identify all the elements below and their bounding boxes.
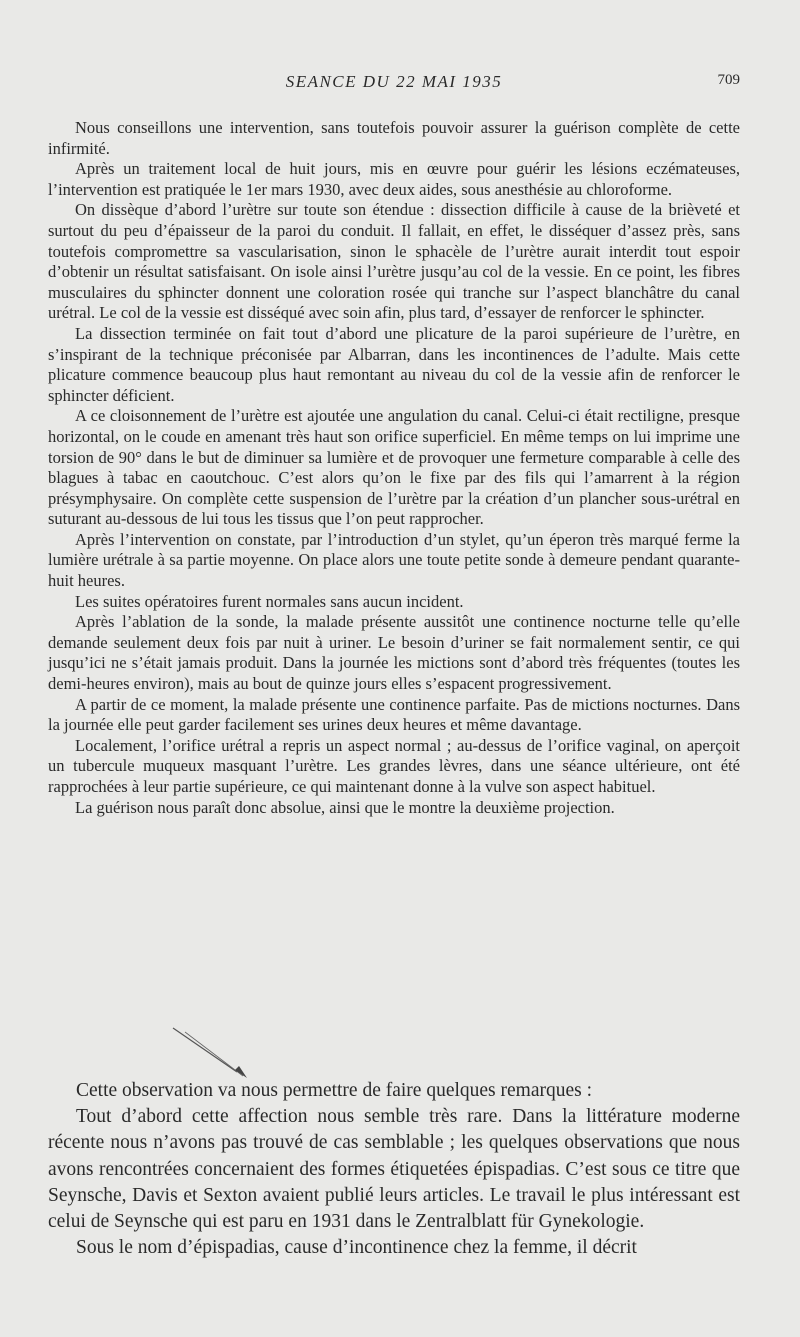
paragraph: Après l’intervention on constate, par l’introduction d’un stylet, qu’un éperon très marqué ferme la lumière urétrale à sa partie moyenne. On place alors une toute petite sonde à demeure pendant quarante-huit heures.: [48, 529, 740, 591]
running-title: SEANCE DU 22 MAI 1935: [285, 72, 503, 91]
paragraph: Après l’ablation de la sonde, la malade présente aussitôt une continence nocturne telle qu’elle demande seulement deux fois par nuit à uriner. Le besoin d’uriner se fait normalement sentir, ce qui jusqu’ici ne s’était jamais produit. Dans la journée les mictions sont d’abord très fréquentes (toutes les demi-heures environ), mais au bout de quinze jours elles s’espacent progressivement.: [48, 612, 740, 694]
paragraph: Nous conseillons une intervention, sans toutefois pouvoir assurer la guérison complète de cette infirmité.: [48, 118, 740, 158]
pen-mark-stroke: [165, 1020, 255, 1080]
page-number: 709: [717, 72, 740, 88]
paragraph: Tout d’abord cette affection nous semble très rare. Dans la littérature moderne récente nous n’avons pas trouvé de cas semblable ; les quelques observations que nous avons rencontrées concernaient des formes étiquetées épispadias. C’est sous ce titre que Seynsche, Davis et Sexton avaient publié leurs articles. Le travail le plus intéressant est celui de Seynsche qui est paru en 1931 dans le Zentralblatt für Gynekologie.: [48, 1106, 740, 1233]
paragraph: Les suites opératoires furent normales sans aucun incident.: [75, 591, 464, 611]
paragraph: La guérison nous paraît donc absolue, ainsi que le montre la deuxième projection.: [75, 797, 615, 817]
case-report-text: [48, 118, 740, 818]
paragraph: A ce cloisonnement de l’urètre est ajoutée une angulation du canal. Celui-ci était rectiligne, presque horizontal, on le coude en amenant très haut son orifice superficiel. En même temps on lui imprime une torsion de 90° dans le but de diminuer sa lumière et de provoquer une fermeture comparable à celle des blagues à tabac en caoutchouc. C’est alors qu’on le fixe par des fils qui l’amarrent à la région présymphysaire. On complète cette suspension de l’urètre par la création d’un plancher sous-urétral en suturant au-dessous de lui tous les tissus que l’on peut rapprocher.: [48, 406, 740, 529]
paragraph: Localement, l’orifice urétral a repris un aspect normal ; au-dessus de l’orifice vaginal, on aperçoit un tubercule muqueux masquant l’urètre. Les grandes lèvres, dans une séance ultérieure, ont été rapprochées à leur partie supérieure, ce qui maintenant donne à la vulve son aspect habituel.: [48, 735, 740, 796]
paragraph: La dissection terminée on fait tout d’abord une plicature de la paroi supérieure de l’urètre, en s’inspirant de la technique préconisée par Albarran, dans les incontinences de l’adulte. Mais cette plicature commence beaucoup plus haut remontant au niveau du col de la vessie afin de renforcer le sphincter déficient.: [48, 323, 740, 405]
paragraph: Sous le nom d’épispadias, cause d’incontinence chez la femme, il décrit: [76, 1237, 637, 1259]
page-header: [48, 72, 740, 96]
paragraph: A partir de ce moment, la malade présente une continence parfaite. Pas de mictions nocturnes. Dans la journée elle peut garder facilement ses urines deux heures et même davantage.: [48, 694, 740, 735]
paragraph: Cette observation va nous permettre de faire quelques remarques :: [76, 1080, 593, 1101]
paragraph: Après un traitement local de huit jours, mis en œuvre pour guérir les lésions eczémateuses, l’intervention est pratiquée le 1er mars 1930, avec deux aides, sous anesthésie au chloroforme.: [48, 159, 740, 199]
paragraph: On dissèque d’abord l’urètre sur toute son étendue : dissection difficile à cause de la brièveté et surtout du peu d’épaisseur de la paroi du conduit. Il fallait, en effet, le disséquer d’assez près, sans toutefois compromettre sa vascularisation, sinon le sphacèle de l’urètre aurait interdit tout espoir d’obtenir un résultat satisfaisant. On isole ainsi l’urètre jusqu’au col de la vessie. En ce point, les fibres musculaires du sphincter donnent une coloration rosée qui tranche sur l’aspect blanchâtre du canal urétral. Le col de la vessie est disséqué avec soin afin, plus tard, d’essayer de renforcer le sphincter.: [48, 200, 740, 323]
discussion-text: [48, 1078, 740, 1261]
